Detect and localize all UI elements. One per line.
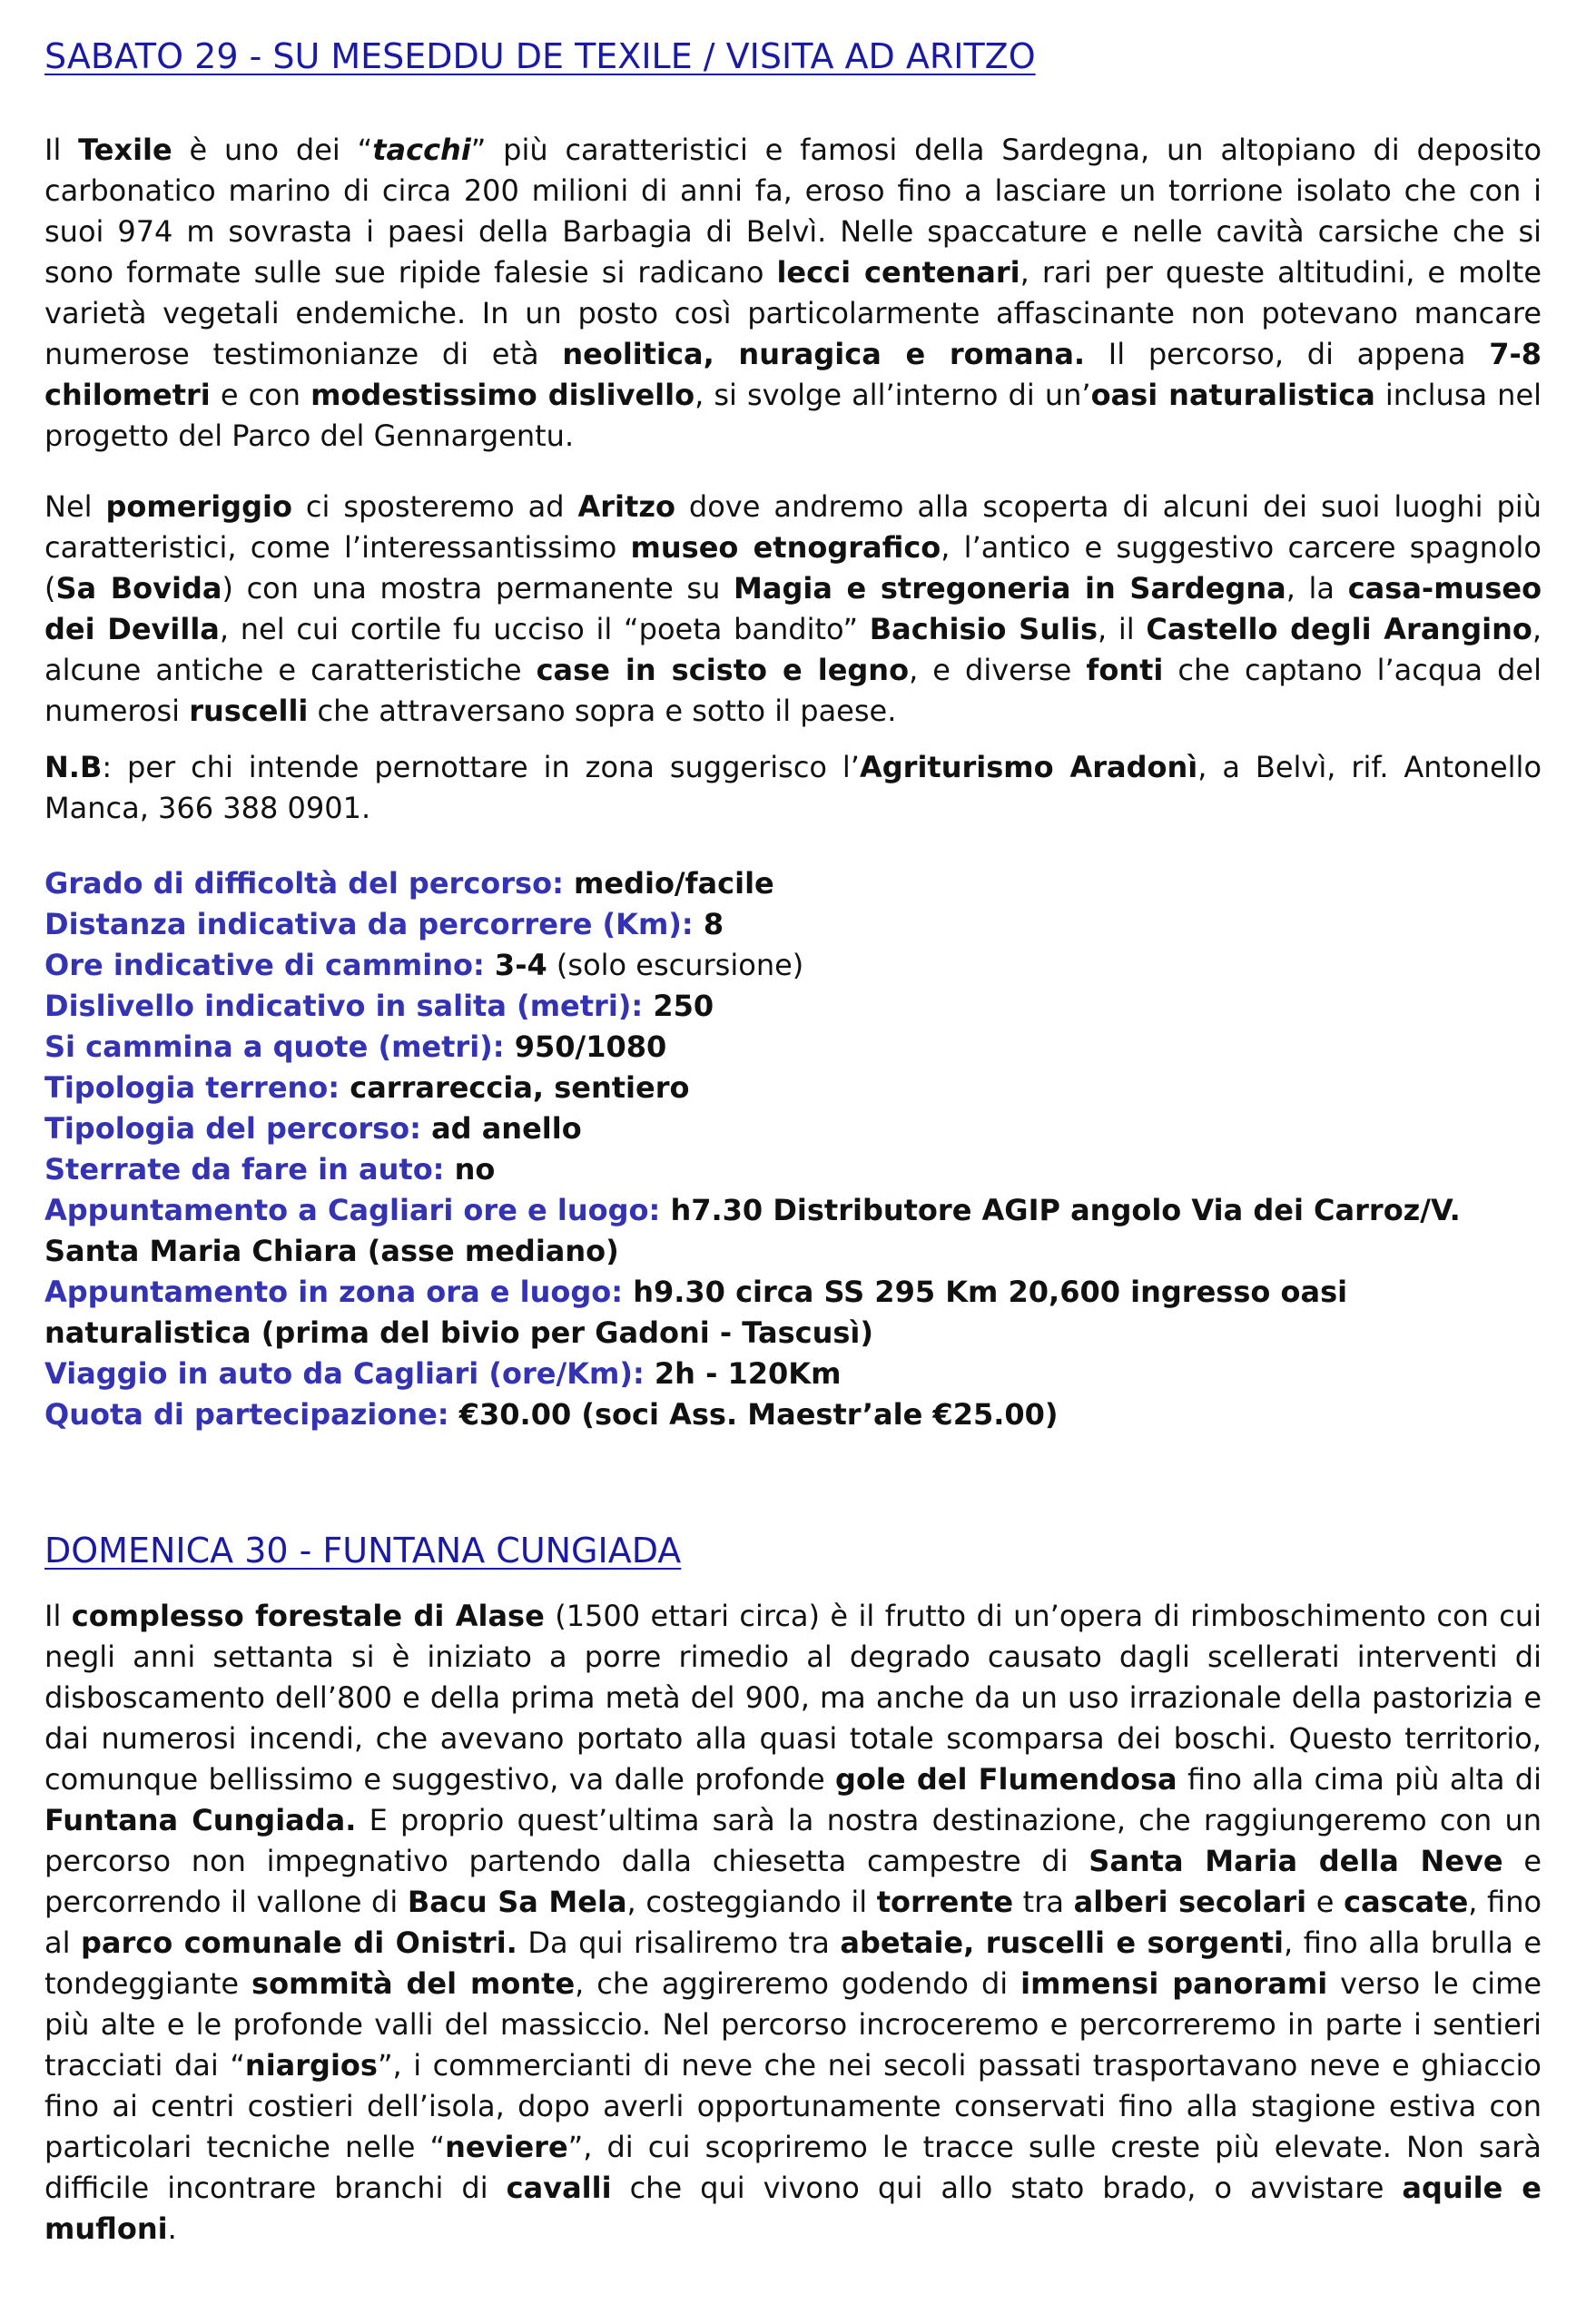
detail-row [44,945,1542,986]
saturday-details-list [44,863,1542,1435]
detail-extra: (solo escursione) [547,948,804,982]
text-run: case in scisto e legno [536,653,910,687]
text-run: E proprio quest’ultima sarà la nostra destinazione, che raggiungeremo con un percorso non impegnativo partendo dalla chiesetta campestre di [44,1803,1542,1878]
text-run: aquile e mufloni [44,2171,1542,2246]
text-run: tra [1013,1885,1074,1919]
text-run: che attraversano sopra e sotto il paese. [308,694,897,728]
text-run: pomeriggio [105,489,292,524]
text-run: Funtana Cungiada. [44,1803,357,1837]
text-run: : per chi intende pernottare in zona suggerisco l’ [102,750,860,784]
text-run: , il [1098,612,1147,646]
text-run: 7-8 chilometri [44,337,1542,412]
detail-row [44,1149,1542,1190]
text-run: ci sposteremo ad [291,489,578,524]
text-run: e [1306,1885,1345,1919]
detail-value: 950/1080 [504,1029,667,1064]
detail-row [44,1354,1542,1394]
text-run: ”, di cui scopriremo le tracce sulle creste più elevate. Non sarà difficile incontrare branchi di [44,2130,1542,2205]
text-run: Da qui risaliremo tra [517,1925,841,1960]
text-run: Bacu Sa Mela [407,1885,627,1919]
text-run: ruscelli [189,694,309,728]
text-run: museo etnografico [630,530,941,565]
text-run: , nel cui cortile fu ucciso il “poeta bandito” [219,612,870,646]
detail-row [44,1068,1542,1108]
text-run: Sa Bovida [55,571,222,606]
text-run: inclusa nel progetto del Parco del Gennargentu. [44,378,1542,453]
sunday-paragraph-1 [44,1596,1542,2250]
text-run: , l’antico e suggestivo carcere spagnolo ( [44,530,1542,606]
text-run: , che aggireremo godendo di [575,1966,1021,2001]
detail-row [44,1027,1542,1068]
detail-row [44,1272,1542,1354]
sunday-section-title: DOMENICA 30 - FUNTANA CUNGIADA [44,1531,682,1571]
text-run: abetaie, ruscelli e sorgenti [840,1925,1285,1960]
detail-label: Ore indicative di cammino: [44,948,485,982]
text-run: cascate [1344,1885,1469,1919]
detail-value: ad anello [420,1111,582,1146]
detail-value: carrareccia, sentiero [340,1070,690,1105]
text-run: , si svolge all’interno di un’ [694,378,1091,412]
text-run: sommità del monte [251,1966,576,2001]
text-run: Il percorso, di appena [1085,337,1490,371]
detail-row [44,863,1542,904]
detail-row [44,1108,1542,1149]
detail-label: Tipologia terreno: [44,1070,340,1105]
text-run: Santa Maria della Neve [1089,1844,1503,1878]
text-run: , fino alla brulla e tondeggiante [44,1925,1542,2001]
detail-value: 250 [643,989,714,1023]
text-run: immensi panorami [1020,1966,1328,2001]
text-run: tacchi [372,133,471,167]
text-run: fino alla cima più alta di [1177,1762,1542,1797]
text-run: , la [1286,571,1348,606]
detail-label: Distanza indicativa da percorrere (Km): [44,907,694,941]
text-run: Nel [44,489,106,524]
text-run: alberi secolari [1073,1885,1307,1919]
text-run: Texile [78,133,172,167]
text-run: neviere [445,2130,568,2164]
text-run: , a Belvì, rif. Antonello Manca, 366 388 0901. [44,750,1542,825]
detail-row [44,1190,1542,1272]
detail-label: Appuntamento in zona ora e luogo: [44,1275,624,1309]
text-run: che qui vivono qui allo stato brado, o avvistare [611,2171,1403,2205]
detail-value: €30.00 (soci Ass. Maestr’ale €25.00) [448,1397,1059,1432]
text-run: casa-museo dei Devilla [44,571,1542,646]
saturday-nb-paragraph [44,747,1542,829]
text-run: N.B [44,750,103,784]
text-run: oasi naturalistica [1090,378,1375,412]
detail-label: Dislivello indicativo in salita (metri): [44,989,644,1023]
detail-value: h9.30 circa SS 295 Km 20,600 ingresso oasi naturalistica (prima del bivio per Gadoni - Tascusì) [44,1275,1348,1350]
detail-row [44,986,1542,1027]
text-run: lecci centenari [776,255,1020,290]
detail-label: Tipologia del percorso: [44,1111,421,1146]
text-run: e percorrendo il vallone di [44,1844,1542,1919]
text-run: , alcune antiche e caratteristiche [44,612,1542,687]
text-run: , e diverse [909,653,1087,687]
text-run: dove andremo alla scoperta di alcuni dei suoi luoghi più caratteristici, come l’interessantissimo [44,489,1542,565]
saturday-paragraph-2 [44,487,1542,732]
text-run: , fino al [44,1885,1542,1960]
detail-label: Quota di partecipazione: [44,1397,449,1432]
text-run: ” più caratteristici e famosi della Sardegna, un altopiano di deposito carbonatico marino di circa 200 milioni di anni fa, eroso fino a lasciare un torrione isolato che con i suoi 974 m sovrasta i paesi della Barbagia di Belvì. Nelle spaccature e nelle cavità carsiche che si sono formate sulle sue ripide falesie si radicano [44,133,1542,290]
text-run: gole del Flumendosa [835,1762,1177,1797]
text-run: ”, i commercianti di neve che nei secoli passati trasportavano neve e ghiaccio fino ai centri costieri dell’isola, dopo averli opportunamente conservati fino alla stagione estiva con particolari tecniche nelle “ [44,2048,1542,2164]
detail-value: 8 [693,907,724,941]
detail-value: medio/facile [563,866,774,901]
detail-value: h7.30 Distributore AGIP angolo Via dei Carroz/V. Santa Maria Chiara (asse mediano) [44,1193,1461,1268]
detail-value: no [444,1152,496,1187]
detail-value: 2h - 120Km [644,1356,842,1391]
detail-label: Si cammina a quote (metri): [44,1029,505,1064]
saturday-paragraph-1 [44,130,1542,457]
detail-row [44,904,1542,945]
text-run: modestissimo dislivello [310,378,695,412]
detail-label: Viaggio in auto da Cagliari (ore/Km): [44,1356,645,1391]
text-run: cavalli [506,2171,612,2205]
detail-label: Appuntamento a Cagliari ore e luogo: [44,1193,661,1227]
text-run: niargios [244,2048,378,2083]
text-run: Il [44,133,79,167]
text-run: che captano l’acqua del numerosi [44,653,1542,728]
text-run: Agriturismo Aradonì [859,750,1198,784]
text-run: . [167,2211,177,2246]
detail-value: 3-4 [484,948,547,982]
text-run: Magia e stregoneria in Sardegna [734,571,1286,606]
text-run: Bachisio Sulis [869,612,1098,646]
detail-label: Sterrate da fare in auto: [44,1152,445,1187]
text-run: , rari per queste altitudini, e molte varietà vegetali endemiche. In un posto così particolarmente affascinante non potevano mancare numerose testimonianze di età [44,255,1542,371]
text-run: verso le cime più alte e le profonde valli del massiccio. Nel percorso incroceremo e percorreremo in parte i sentieri tracciati dai “ [44,1966,1542,2083]
text-run: ) con una mostra permanente su [222,571,734,606]
text-run: , costeggiando il [626,1885,877,1919]
text-run: Il [44,1599,72,1633]
text-run: (1500 ettari circa) è il frutto di un’opera di rimboschimento con cui negli anni settanta si è iniziato a porre rimedio al degrado causato dagli scellerati interventi di disboscamento dell’800 e della prima metà del 900, ma anche da un uso irrazionale della pastorizia e dai numerosi incendi, che avevano portato alla quasi totale scomparsa dei boschi. Questo territorio, comunque bellissimo e suggestivo, va dalle profonde [44,1599,1542,1797]
text-run: e con [210,378,311,412]
text-run: complesso forestale di Alase [71,1599,545,1633]
text-run: fonti [1086,653,1164,687]
text-run: è uno dei “ [172,133,373,167]
saturday-section-title: SABATO 29 - SU MESEDDU DE TEXILE / VISITA AD ARITZO [44,36,1036,76]
detail-row [44,1394,1542,1435]
text-run: Aritzo [577,489,675,524]
text-run: parco comunale di Onistri. [81,1925,517,1960]
detail-label: Grado di difficoltà del percorso: [44,866,564,901]
text-run: Castello degli Arangino [1146,612,1532,646]
text-run: neolitica, nuragica e romana. [562,337,1086,371]
text-run: torrente [876,1885,1014,1919]
